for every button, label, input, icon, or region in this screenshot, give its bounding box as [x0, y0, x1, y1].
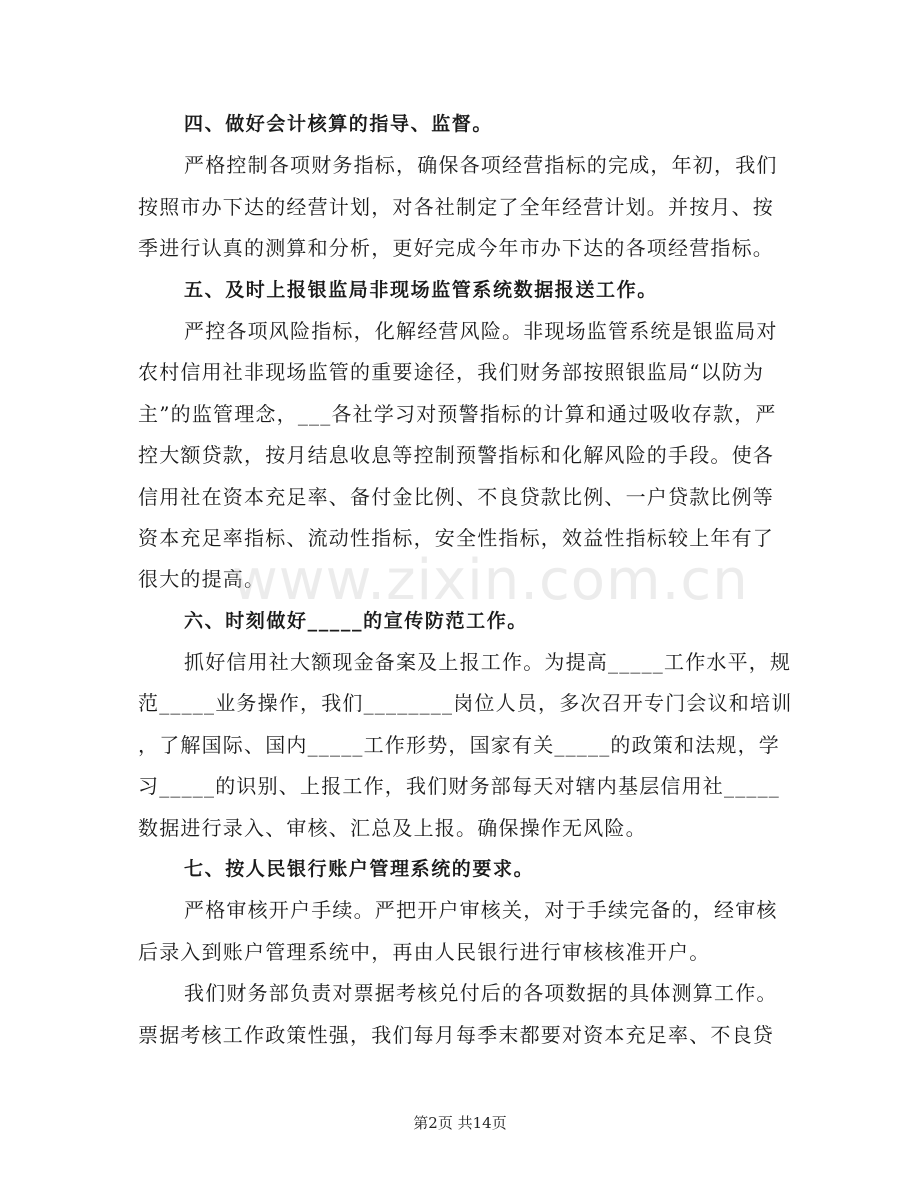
text-line: 主”的监管理念，___各社学习对预警指标的计算和通过吸收存款，严	[138, 402, 777, 426]
section-heading: 五、及时上报银监局非现场监管系统数据报送工作。	[184, 279, 658, 301]
text-line: 范_____业务操作，我们________岗位人员，多次召开专门会议和培训	[138, 691, 793, 715]
text-line: 习_____的识别、上报工作，我们财务部每天对辖内基层信用社_____	[138, 774, 780, 798]
text-line: 严格审核开户手续。严把开户审核关，对于手续完备的，经审核	[184, 898, 778, 922]
text-line: 资本充足率指标、流动性指标，安全性指标，效益性指标较上年有了	[138, 526, 774, 550]
text-line: 抓好信用社大额现金备案及上报工作。为提高_____工作水平，规	[184, 650, 792, 674]
text-line: 后录入到账户管理系统中，再由人民银行进行审核核准开户。	[138, 940, 711, 964]
text-line: 票据考核工作政策性强，我们每月每季末都要对资本充足率、不良贷	[138, 1023, 774, 1047]
text-line: ，了解国际、国内_____工作形势，国家有关_____的政策和法规，学	[138, 733, 780, 757]
section-heading: 四、做好会计核算的指导、监督。	[184, 113, 494, 135]
text-line: 农村信用社非现场监管的重要途径，我们财务部按照银监局“以防为	[138, 360, 765, 384]
page-footer: 第2页 共14页	[413, 1114, 507, 1132]
text-line: 严格控制各项财务指标，确保各项经营指标的完成，年初，我们	[184, 153, 778, 177]
text-line: 按照市办下达的经营计划，对各社制定了全年经营计划。并按月、按	[138, 195, 774, 219]
watermark: www.zixin.com.cn	[232, 548, 749, 613]
text-line: 信用社在资本充足率、备付金比例、不良贷款比例、一户贷款比例等	[138, 485, 774, 509]
text-line: 我们财务部负责对票据考核兑付后的各项数据的具体测算工作。	[184, 981, 778, 1005]
text-line: 季进行认真的测算和分析，更好完成今年市办下达的各项经营指标。	[138, 236, 774, 260]
section-heading: 七、按人民银行账户管理系统的要求。	[184, 858, 535, 880]
section-heading: 六、时刻做好_____的宣传防范工作。	[184, 610, 528, 632]
text-line: 严控各项风险指标，化解经营风险。非现场监管系统是银监局对	[184, 319, 778, 343]
text-line: 数据进行录入、审核、汇总及上报。确保操作无风险。	[138, 816, 647, 840]
text-line: 很大的提高。	[138, 567, 266, 591]
text-line: 控大额贷款，按月结息收息等控制预警指标和化解风险的手段。使各	[138, 443, 774, 467]
